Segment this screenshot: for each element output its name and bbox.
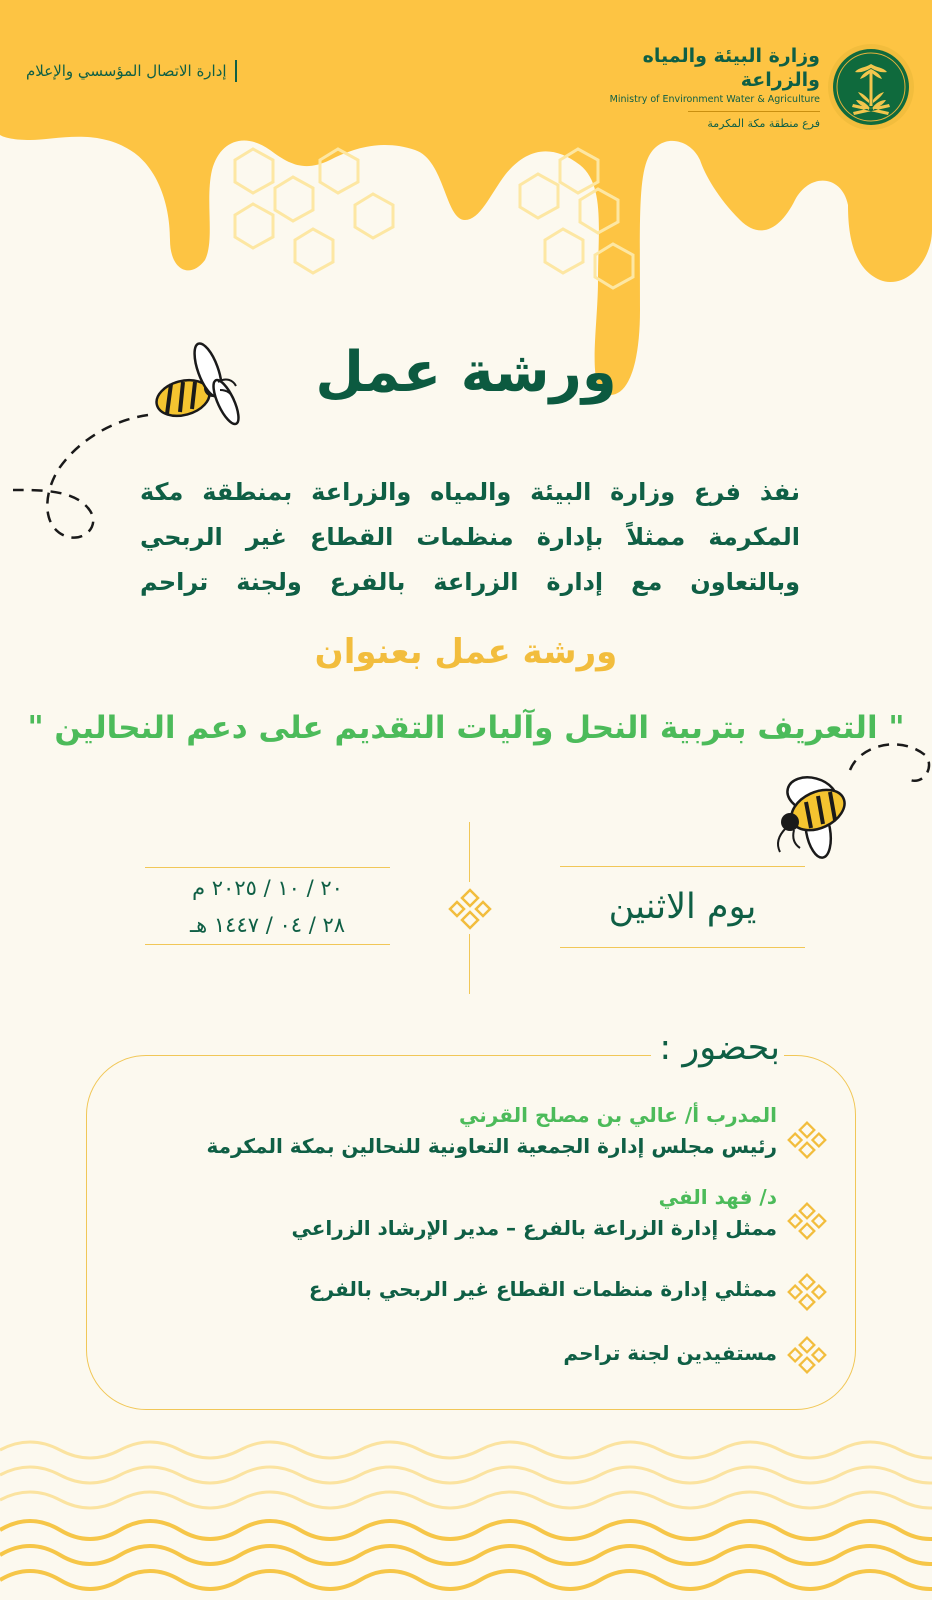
attendee-role: ممثل إدارة الزراعة بالفرع – مدير الإرشاد الزراعي <box>291 1216 777 1240</box>
schedule-divider-bottom <box>469 934 470 994</box>
ministry-logo-text <box>580 44 820 130</box>
workshop-subtitle: ورشة عمل بعنوان <box>314 632 618 672</box>
ornament-icon <box>786 1334 828 1376</box>
attendee-2 <box>157 1182 777 1244</box>
ornament-icon <box>786 1271 828 1313</box>
header-divider <box>688 111 820 112</box>
attendee-role: ممثلي إدارة منظمات القطاع غير الربحي بالفرع <box>308 1277 777 1301</box>
workshop-day: يوم الاثنين <box>560 866 805 948</box>
wave-pattern-decoration <box>0 1430 932 1600</box>
attendee-name: المدرب أ/ عالي بن مصلح القرني <box>459 1103 777 1127</box>
attendee-4 <box>157 1337 777 1369</box>
attendee-role: مستفيدين لجنة تراحم <box>563 1341 777 1365</box>
intro-paragraph: نفذ فرع وزارة البيئة والمياه والزراعة بمنطقة مكة المكرمة ممثلاً بإدارة منظمات القطاع غير الربحي وبالتعاون مع إدارة الزراعة بالفرع ولجنة تراحم <box>140 478 800 596</box>
ornament-icon <box>786 1200 828 1242</box>
ministry-name-ar: وزارة البيئة والمياه والزراعة <box>642 45 820 91</box>
date-hijri: ٢٨ / ٠٤ / ١٤٤٧ هـ <box>189 913 346 937</box>
ministry-name-en: Ministry of Environment Water & Agriculture <box>609 94 820 105</box>
ornament-icon <box>447 886 493 932</box>
attendee-1 <box>157 1100 777 1162</box>
workshop-topic: " التعريف بتربية النحل وآليات التقديم على دعم النحالين " <box>27 710 905 746</box>
schedule-block <box>0 822 932 994</box>
branch-name: فرع منطقة مكة المكرمة <box>707 117 820 130</box>
attendee-name: د/ فهد الفي <box>658 1185 777 1209</box>
attendee-role: رئيس مجلس إدارة الجمعية التعاونية للنحالين بمكة المكرمة <box>206 1134 777 1158</box>
schedule-divider-top <box>469 822 470 882</box>
department-name: إدارة الاتصال المؤسسي والإعلام <box>26 60 237 82</box>
ornament-icon <box>786 1119 828 1161</box>
date-gregorian: ٢٠ / ١٠ / ٢٠٢٥ م <box>192 876 343 900</box>
workshop-dates <box>145 867 390 945</box>
page-title: ورشة عمل <box>315 340 617 405</box>
ministry-emblem-icon <box>826 42 916 132</box>
attendee-3 <box>157 1273 777 1305</box>
attendance-label: بحضور : <box>651 1028 784 1068</box>
